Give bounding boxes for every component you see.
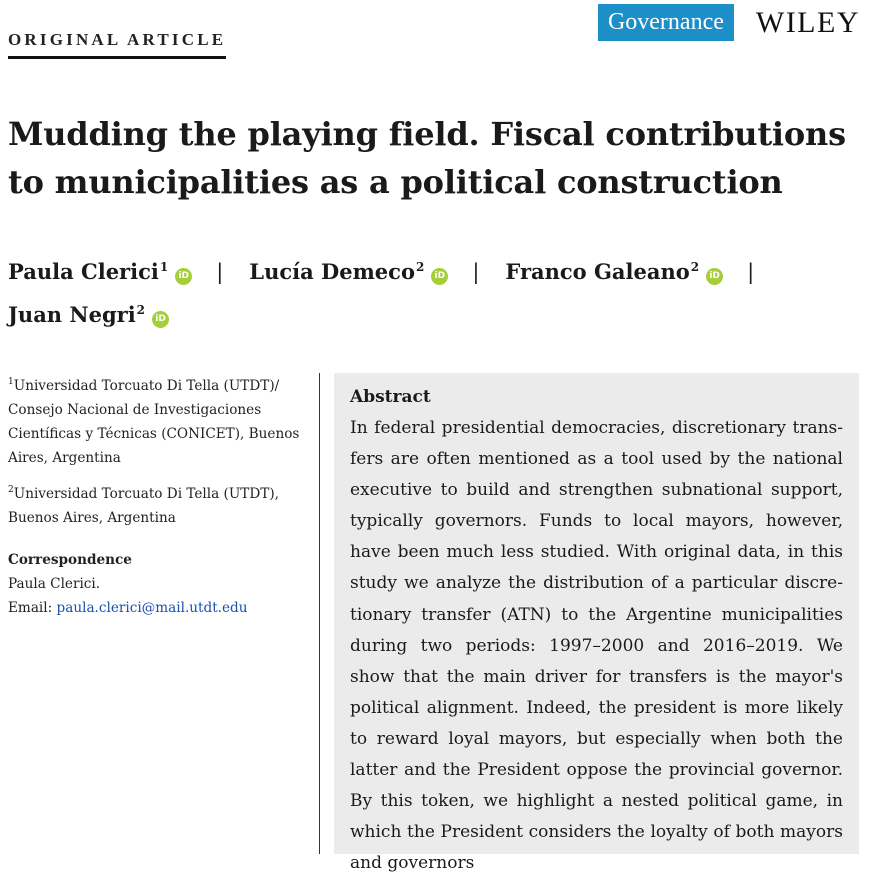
affiliation-2 xyxy=(8,478,308,530)
author-name: Juan Negri xyxy=(8,302,136,327)
author-clerici[interactable] xyxy=(8,259,192,284)
author-name: Lucía Demeco xyxy=(249,259,415,284)
affiliation-1 xyxy=(8,370,308,470)
affiliation-number: 1 xyxy=(8,377,14,387)
email-label: Email: xyxy=(8,600,53,616)
column-divider xyxy=(319,373,320,854)
abstract-text: In federal presidential democracies, discretionary transfers are often mentioned as a tool used by the national executive to build and strengthen subnational support, typically governors. Funds to local mayors, however, have been much less studied. With original data, in this study we analyze the distribution of a particular discretionary transfer (ATN) to the Argentine municipalities during two periods: 1997–2000 and 2016–2019. We show that the main driver for transfers is the mayor's political alignment. Indeed, the president is more likely to reward loyal mayors, but especially when both the latter and the President oppose the provincial governor. By this token, we highlight a nested political game, in which the President considers the loyalty of both mayors and governors xyxy=(350,418,843,874)
section-label: ORIGINAL ARTICLE xyxy=(8,30,226,59)
author-separator: | xyxy=(216,260,224,284)
affiliations-column xyxy=(8,370,308,620)
author-demeco[interactable] xyxy=(249,259,448,284)
correspondence-heading: Correspondence xyxy=(8,552,132,568)
author-separator: | xyxy=(747,260,755,284)
affiliation-text: Universidad Torcuato Di Tella (UTDT)/ Consejo Nacional de Investigaciones Científicas y Técnicas (CONICET), Buenos Aires, Argentina xyxy=(8,378,300,466)
brand-bar xyxy=(598,4,860,41)
affiliation-marker: 2 xyxy=(136,303,146,317)
author-name: Franco Galeano xyxy=(505,259,690,284)
affiliation-marker: 2 xyxy=(690,260,700,274)
correspondence-name: Paula Clerici. xyxy=(8,576,101,592)
author-separator: | xyxy=(472,260,480,284)
affiliation-number: 2 xyxy=(8,485,14,495)
author-negri[interactable] xyxy=(8,302,169,327)
affiliation-marker: 1 xyxy=(159,260,169,274)
abstract-box xyxy=(334,373,859,874)
orcid-icon[interactable]: iD xyxy=(175,268,192,285)
affiliation-marker: 2 xyxy=(415,260,425,274)
correspondence xyxy=(8,548,308,620)
email-link[interactable]: paula.clerici@mail.utdt.edu xyxy=(56,600,248,616)
author-list xyxy=(8,248,878,334)
orcid-icon[interactable]: iD xyxy=(431,268,448,285)
affiliation-text: Universidad Torcuato Di Tella (UTDT), Buenos Aires, Argentina xyxy=(8,486,279,526)
orcid-icon[interactable]: iD xyxy=(706,268,723,285)
journal-logo[interactable]: Governance xyxy=(598,4,734,41)
article-title: Mudding the playing field. Fiscal contributions to municipalities as a political construction xyxy=(8,115,846,201)
publisher-logo[interactable]: WILEY xyxy=(755,5,860,39)
correspondence-email-row xyxy=(8,596,308,620)
abstract-heading: Abstract xyxy=(350,387,431,407)
author-name: Paula Clerici xyxy=(8,259,159,284)
author-galeano[interactable] xyxy=(505,259,723,284)
orcid-icon[interactable]: iD xyxy=(152,311,169,328)
